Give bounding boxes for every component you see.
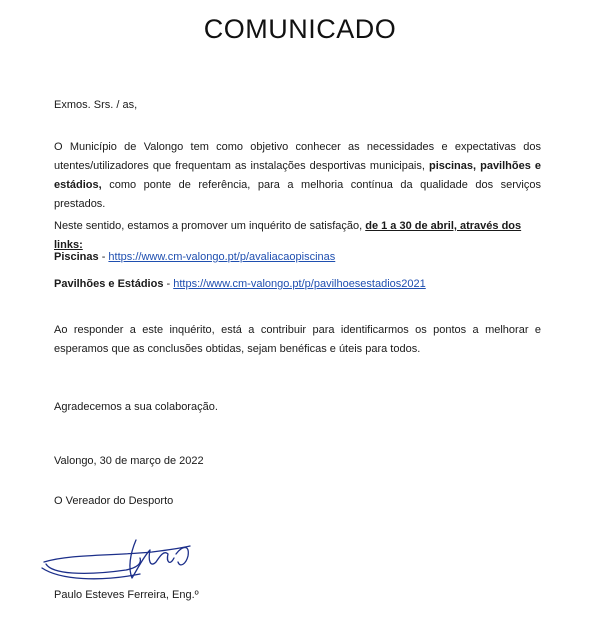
signatory-name: Paulo Esteves Ferreira, Eng.º	[54, 589, 199, 601]
signatory-role: O Vereador do Desporto	[54, 495, 174, 507]
closing-paragraph: Ao responder a este inquérito, está a contribuir para identificarmos os pontos a melhorar e esperamos que as conclusões obtidas, sejam benéficas e úteis para todos.	[54, 324, 541, 355]
document-title: COMUNICADO	[203, 14, 397, 44]
intro-paragraph	[54, 138, 541, 214]
signature-loop-stroke	[46, 558, 140, 573]
intro-text-before: O Município de Valongo tem como objetivo conhecer as necessidades e expectativas dos utentes/utilizadores que frequentam as instalações desportivas municipais,	[54, 141, 541, 172]
link-line-piscinas	[54, 248, 541, 267]
signature-flourish-stroke	[176, 548, 188, 565]
link-pavilhoes-estadios[interactable]: https://www.cm-valongo.pt/p/pavilhoesestadios2021	[173, 278, 426, 290]
thanks-line: Agradecemos a sua colaboração.	[54, 401, 218, 413]
link-label-piscinas: Piscinas	[54, 251, 99, 263]
link-separator: -	[98, 251, 109, 263]
link-piscinas[interactable]: https://www.cm-valongo.pt/p/avaliacaopiscinas	[108, 251, 336, 263]
intro-highlight: piscinas, pavilhões e estádios,	[54, 160, 541, 191]
greeting: Exmos. Srs. / as,	[54, 99, 138, 111]
link-separator: -	[163, 278, 174, 290]
link-line-pavilhoes	[54, 275, 541, 294]
place-date: Valongo, 30 de março de 2022	[54, 455, 204, 467]
signature-letter-stroke	[130, 540, 174, 578]
intro-text-after: como ponte de referência, para a melhoria contínua da qualidade dos serviços prestados.	[54, 179, 541, 210]
link-label-pavilhoes: Pavilhões e Estádios	[54, 278, 164, 290]
survey-highlight: de 1 a 30 de abril, através dos links:	[54, 220, 522, 251]
survey-text-before: Neste sentido, estamos a promover um inquérito de satisfação,	[54, 220, 366, 232]
